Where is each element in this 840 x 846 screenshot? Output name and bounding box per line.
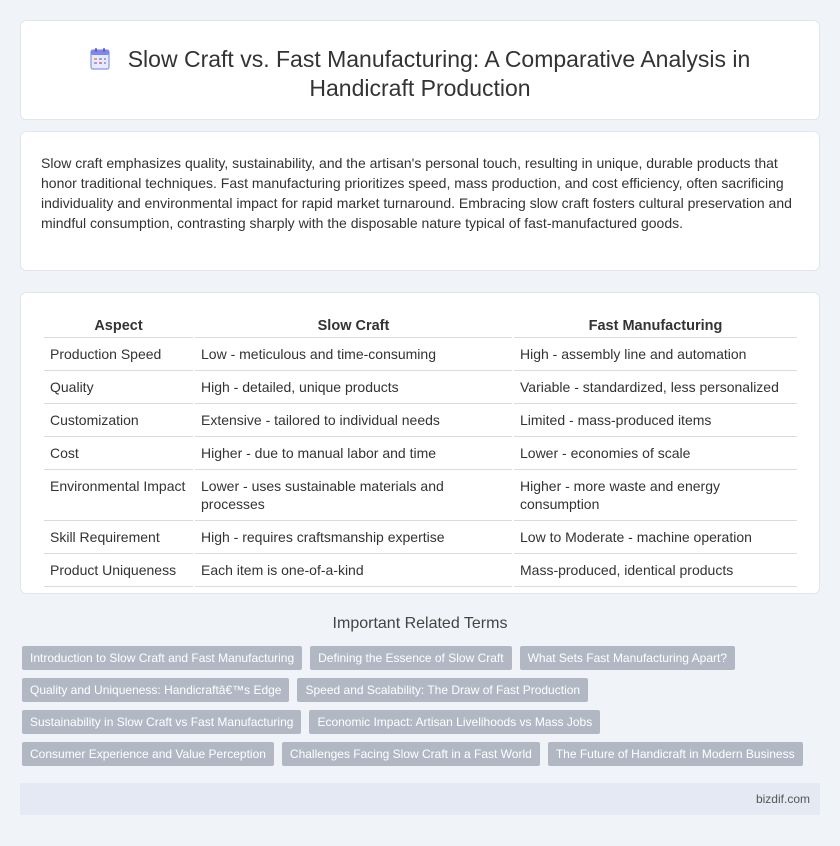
related-terms-heading: Important Related Terms <box>332 615 508 632</box>
table-cell: Cost <box>44 437 193 470</box>
table-row <box>44 437 797 470</box>
summary-card <box>20 131 820 271</box>
comparison-table-card <box>20 292 820 594</box>
table-row <box>44 554 797 587</box>
table-header-row <box>44 313 797 338</box>
table-cell: Variable - standardized, less personalized <box>514 371 797 404</box>
column-header: Aspect <box>44 313 193 338</box>
table-cell: Low - meticulous and time-consuming <box>195 338 512 371</box>
column-header: Slow Craft <box>195 313 512 338</box>
related-term-link[interactable]: Consumer Experience and Value Perception <box>22 742 274 766</box>
related-term-link[interactable]: Economic Impact: Artisan Livelihoods vs Mass Jobs <box>309 710 600 734</box>
table-cell: Lower - uses sustainable materials and processes <box>195 470 512 521</box>
related-term-link[interactable]: Quality and Uniqueness: Handicraftâ€™s Edge <box>22 678 289 702</box>
related-terms-row <box>22 646 822 670</box>
related-terms-row <box>22 742 822 766</box>
table-cell: Production Speed <box>44 338 193 371</box>
related-term-link[interactable]: The Future of Handicraft in Modern Business <box>548 742 803 766</box>
table-cell: Lower - economies of scale <box>514 437 797 470</box>
footer-brand-link[interactable]: bizdif.com <box>755 792 810 806</box>
related-terms <box>22 646 822 774</box>
table-cell: High - detailed, unique products <box>195 371 512 404</box>
related-term-link[interactable]: Challenges Facing Slow Craft in a Fast World <box>282 742 540 766</box>
table-cell: Skill Requirement <box>44 521 193 554</box>
column-header: Fast Manufacturing <box>514 313 797 338</box>
table-row <box>44 470 797 521</box>
table-cell: Product Uniqueness <box>44 554 193 587</box>
related-terms-row <box>22 678 822 702</box>
table-cell: Customization <box>44 404 193 437</box>
table-cell: High - requires craftsmanship expertise <box>195 521 512 554</box>
document-icon <box>90 48 110 70</box>
table-cell: Each item is one-of-a-kind <box>195 554 512 587</box>
related-terms-row <box>22 710 822 734</box>
table-cell: High - assembly line and automation <box>514 338 797 371</box>
summary-text: Slow craft emphasizes quality, sustainability, and the artisan's personal touch, resulting in unique, durable products that honor traditional techniques. Fast manufacturing prioritizes speed, mass production, and cost efficiency, often sacrificing individuality and environmental impact for rapid market turnaround. Embracing slow craft fosters cultural preservation and mindful consumption, contrasting sharply with the disposable nature typical of fast-manufactured goods. <box>41 155 792 231</box>
related-term-link[interactable]: Introduction to Slow Craft and Fast Manufacturing <box>22 646 302 670</box>
footer <box>20 783 820 815</box>
table-cell: Limited - mass-produced items <box>514 404 797 437</box>
table-cell: Low to Moderate - machine operation <box>514 521 797 554</box>
table-row <box>44 404 797 437</box>
table-cell: Higher - due to manual labor and time <box>195 437 512 470</box>
related-term-link[interactable]: Defining the Essence of Slow Craft <box>310 646 511 670</box>
table-row <box>44 371 797 404</box>
comparison-table <box>42 313 799 587</box>
table-cell: Extensive - tailored to individual needs <box>195 404 512 437</box>
table-cell: Higher - more waste and energy consumption <box>514 470 797 521</box>
table-row <box>44 338 797 371</box>
related-term-link[interactable]: What Sets Fast Manufacturing Apart? <box>520 646 735 670</box>
related-term-link[interactable]: Sustainability in Slow Craft vs Fast Manufacturing <box>22 710 301 734</box>
table-cell: Environmental Impact <box>44 470 193 521</box>
table-cell: Quality <box>44 371 193 404</box>
table-row <box>44 521 797 554</box>
related-term-link[interactable]: Speed and Scalability: The Draw of Fast Production <box>297 678 588 702</box>
table-cell: Mass-produced, identical products <box>514 554 797 587</box>
page-title: Slow Craft vs. Fast Manufacturing: A Comparative Analysis in Handicraft Production <box>61 45 779 103</box>
header-card <box>20 20 820 120</box>
